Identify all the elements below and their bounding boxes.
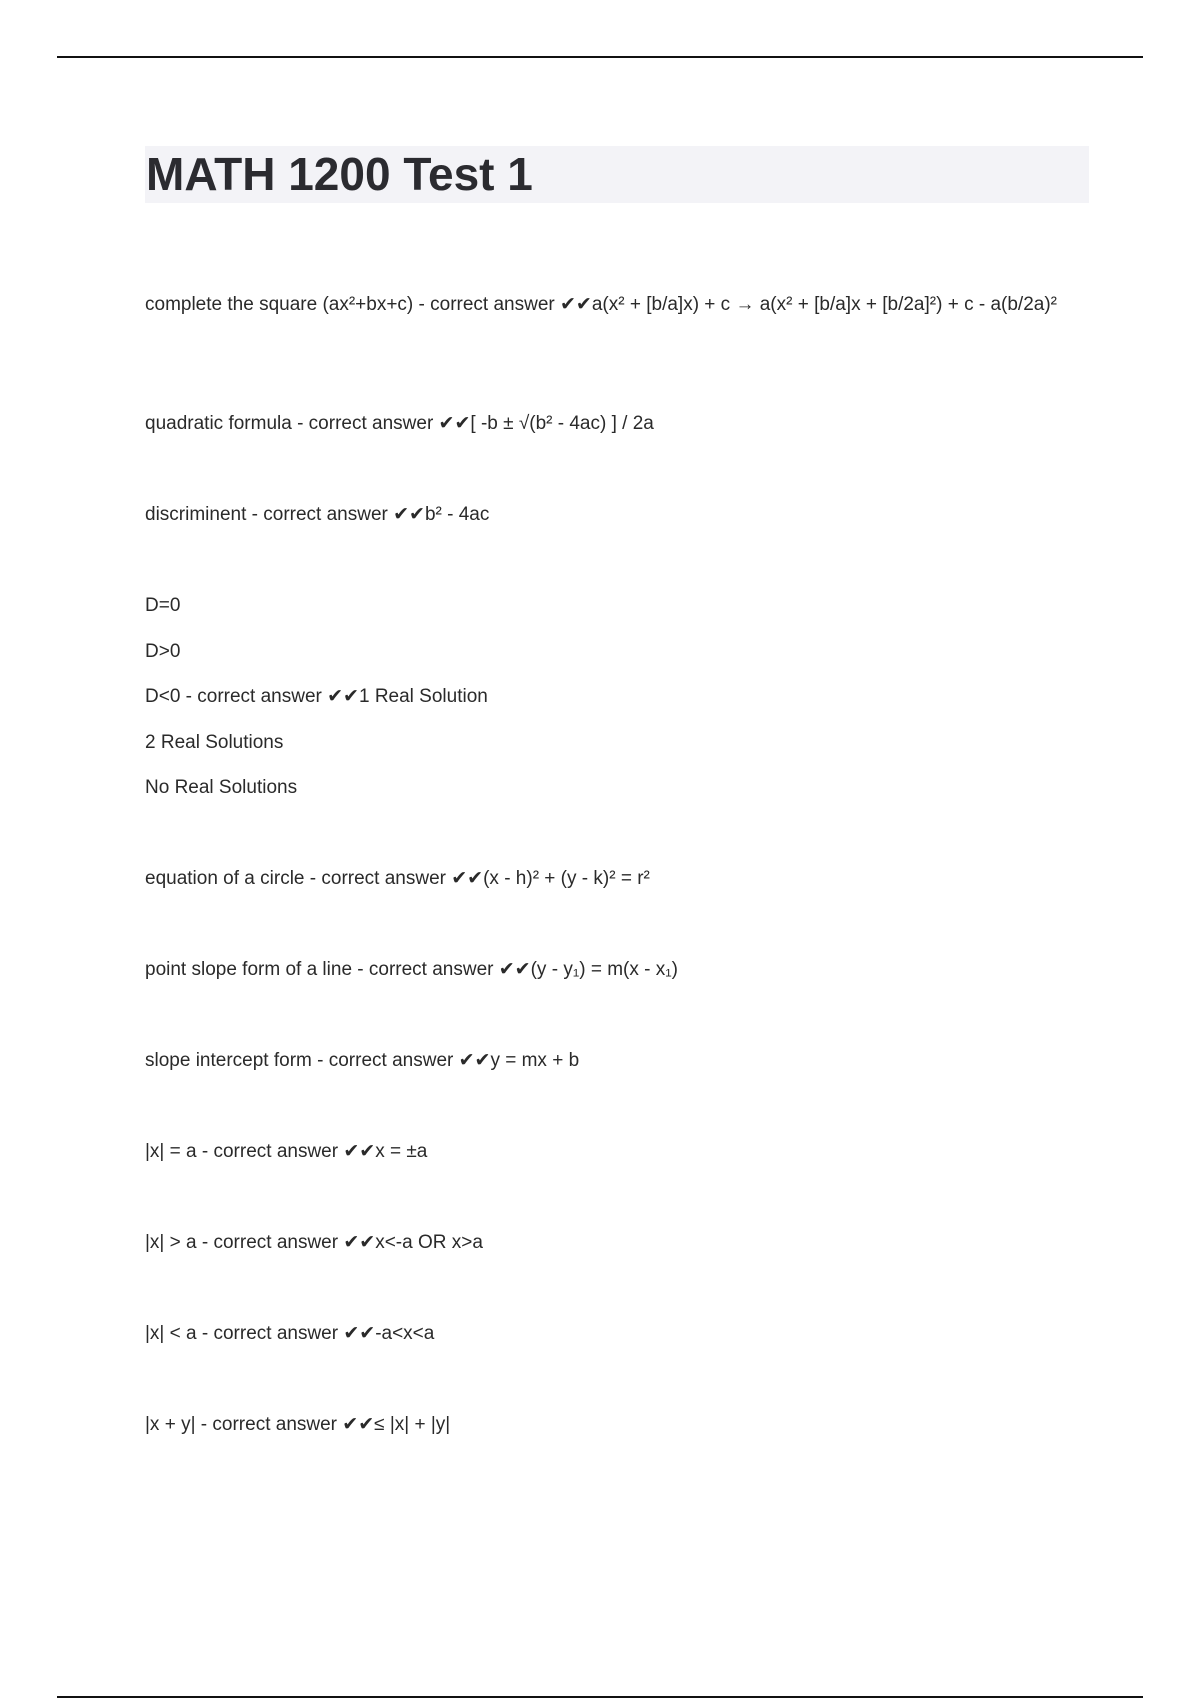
entry-two-real-solutions: 2 Real Solutions: [145, 732, 284, 753]
entry-d-equals-zero: D=0: [145, 595, 181, 616]
entry-abs-greater: |x| > a - correct answer ✔✔x<-a OR x>a: [145, 1232, 483, 1253]
entry-d-less-zero: D<0 - correct answer ✔✔1 Real Solution: [145, 686, 488, 707]
entry-d-greater-zero: D>0: [145, 641, 181, 662]
entry-complete-the-square: complete the square (ax²+bx+c) - correct answer ✔✔a(x² + [b/a]x) + c → a(x² + [b/a]x + [b/2a]²) + c - a(b/2a)²: [145, 294, 1057, 315]
entry-discriminant: discriminent - correct answer ✔✔b² - 4ac: [145, 504, 490, 525]
top-rule: [57, 56, 1143, 58]
entry-no-real-solutions: No Real Solutions: [145, 777, 298, 798]
entry-slope-intercept-form: slope intercept form - correct answer ✔✔y = mx + b: [145, 1050, 580, 1071]
entry-circle-equation: equation of a circle - correct answer ✔✔(x - h)² + (y - k)² = r²: [145, 868, 650, 889]
entry-quadratic-formula: quadratic formula - correct answer ✔✔[ -b ± √(b² - 4ac) ] / 2a: [145, 413, 654, 434]
page-title: MATH 1200 Test 1: [146, 148, 533, 200]
entry-abs-less: |x| < a - correct answer ✔✔-a<x<a: [145, 1323, 435, 1344]
bottom-rule: [57, 1696, 1143, 1698]
entry-point-slope-form: point slope form of a line - correct answer ✔✔(y - y₁) = m(x - x₁): [145, 959, 678, 980]
entry-triangle-inequality: |x + y| - correct answer ✔✔≤ |x| + |y|: [145, 1414, 451, 1435]
entry-abs-equals: |x| = a - correct answer ✔✔x = ±a: [145, 1141, 428, 1162]
